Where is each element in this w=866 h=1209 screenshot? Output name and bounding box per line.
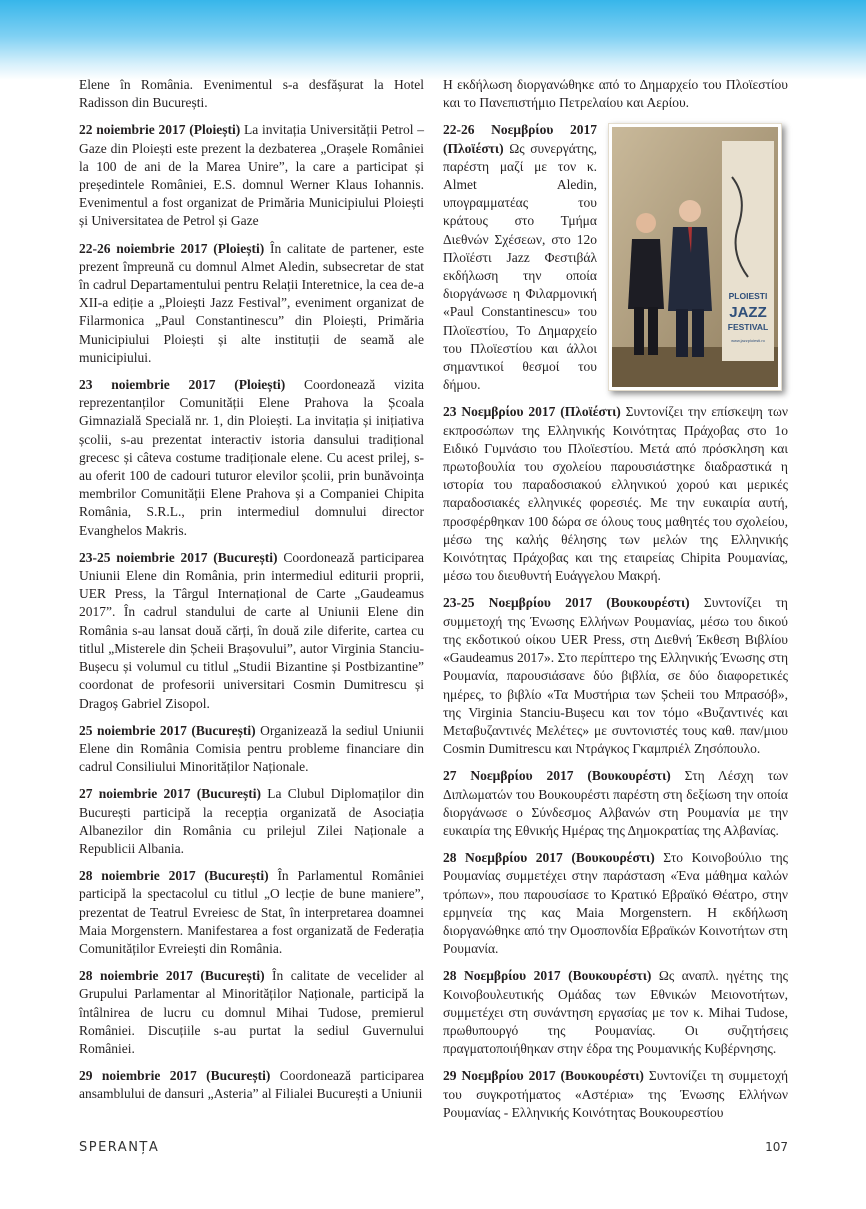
page-number: 107 [765,1140,788,1154]
paragraph: 28 noiembrie 2017 (București) În calitate de vecelider al Grupului Parlamentar al Minorităților Naționale, participă la întâlnirea de lucru cu domnul Mihai Tudose, premierul României. Discuțiile s-au purtat la sediul Guvernului României. [79,968,425,1056]
left-column-romanian [79,76,424,1113]
banner-line2: JAZZ [729,304,767,322]
banner-line1: PLOIESTI [728,291,768,302]
person-left-body [628,239,664,309]
paragraph: 25 noiembrie 2017 (București) Organizează la sediul Uniunii Elene din România Comisia pentru probleme financiare din cadrul Consiliului Minorităților Naționale. [79,722,424,775]
right-column-greek [443,76,788,1131]
paragraph: 23 Νοεμβρίου 2017 (Πλοϊέστι) Συντονίζει την επίσκεψη των εκπροσώπων της Ελληνικής Κοινότητας Πράχοβας στο 1ο Ειδικό Γυμνάσιο του Πλοϊεστίου. Μετά από πρόσκληση και πρωτοβουλία του σχολείου παρουσιάστηκε διαδραστικά η ιστορία του παραδοσιακού ελληνικού χορού και μερικές παραδοσιακές ελληνικές φορεσιές. Με την ευκαιρία αυτή, προσφέρθηκαν 100 δώρα σε όλους τους μαθητές του σχολείου, μέσω της καλής θέλησης των μελών της Ελληνικής Κοινότητας Πράχοβας και της εταιρείας Chipita Ρουμανίας, μέσω του διευθυντή Ευάγγελου Μακρή. [443,404,789,584]
event-photo [606,121,788,393]
jazz-festival-photo [612,127,778,387]
banner-url: www.jazzploiesti.ro [731,338,765,344]
photo-frame [608,123,782,391]
magazine-title: SPERANȚA [79,1140,160,1155]
paragraph: 27 Νοεμβρίου 2017 (Βουκουρέστι) Στη Λέσχη των Διπλωματών του Βουκουρέστι παρέστη στη δεξίωση την οποία διοργάνωσε ο Σύνδεσμος Αλβανών στη Ρουμανία με την ευκαιρία της Εθνικής Ημέρας της Δημοκρατίας της Αλβανίας. [443,768,788,838]
paragraph: 22 noiembrie 2017 (Ploiești) La invitația Universității Petrol – Gaze din Ploiești este prezent la dezbaterea „Orașele României la 100 de ani de la Marea Unire”, la care a participat și președintele României, E.S. domnul Werner Klaus Iohannis. Evenimentul a fost organizat de Primăria Municipiului Ploiești și Universitatea de Petrol și Gaze [79,122,424,229]
paragraph: Η εκδήλωση διοργανώθηκε από το Δημαρχείο του Πλοϊεστίου και το Πανεπιστήμιο Πετρελαίου και Αερίου. [443,77,788,111]
paragraph: 28 Νοεμβρίου 2017 (Βουκουρέστι) Στο Κοινοβούλιο της Ρουμανίας συμμετέχει στην παράσταση «Ένα μάθημα καλών τρόπων», που παρουσίασε το Κρατικό Εβραϊκό Θέατρο, στην ερμηνεία της κας Maia Morgenstern. Η εκδήλωση διοργανώθηκε από την Ομοσπονδία Εβραϊκών Κοινοτήτων στη Ρουμανία. [443,850,789,957]
banner-line3: FESTIVAL [727,322,769,333]
person-right-head [679,200,701,222]
paragraph: 28 Νοεμβρίου 2017 (Βουκουρέστι) Ως αναπλ. ηγέτης της Κοινοβουλευτικής Ομάδας των Εθνικών Μειονοτήτων, συμμετέχει στη συνάντηση εργασίας με τον κ. Mihai Tudose, πρωθυπουργό της Ρουμανίας. Οι συζητήσεις πραγματοποιήθηκαν στην έδρα της Ρουμανικής Κυβέρνησης. [443,968,788,1057]
paragraph: 23 noiembrie 2017 (Ploiești) Coordonează vizita reprezentanților Comunității Elene Prahova la Școala Gimnazială Specială nr. 1, din Ploiești. La invitația și inițiativa școlii, s-au prezentat interactiv istoria dansului tradițional grecesc și câteva costume tradiționale elene. Cu acest prilej, s-au oferit 100 de cadouri tuturor elevilor școlii, prin bunăvoința membrilor Comunității Elene Prahova și a Companiei Chipita România, S.R.L., prin intermediul domnului director Evanghelos Makris. [79,377,424,538]
header-gradient-band [0,0,866,80]
paragraph: 22-26 noiembrie 2017 (Ploiești) În calitate de partener, este prezent împreună cu domnul Almet Aledin, subsecretar de stat în cadrul Departamentului pentru Relații Interetnice, la cea de-a XII-a ediție a „Ploiești Jazz Festival”, eveniment organizat de Filarmonica „Paul Constantinescu” din Ploiești, Primăria Municipiului Ploiești și alte instituții de seamă ale municipiului. [79,240,425,365]
paragraph: Elene în România. Evenimentul s-a desfășurat la Hotel Radisson din București. [79,77,424,111]
paragraph: 29 noiembrie 2017 (București) Coordonează participarea ansamblului de dansuri „Asteria” al Filialei București a Uniunii [79,1068,425,1102]
paragraph: 22-26 Νοεμβρίου 2017 (Πλοϊέστι) Ως συνεργάτης, παρέστη μαζί με τον κ. Almet Aledin, υπογραμματέας του κράτους στο Τμήμα Διεθνών Σχέσεων, στο 12ο Πλοϊέστι Jazz Φεστιβάλ εκδήλωση την οποία διοργάνωσε η Φιλαρμονική «Paul Constantinescu» του Πλοϊεστίου, Το Δημαρχείο του Πλοϊεστίου και άλλοι σημαντικοί θεσμοί του δήμου. [443,122,597,393]
paragraph: 29 Νοεμβρίου 2017 (Βουκουρέστι) Συντονίζει τη συμμετοχή του συγκροτήματος «Αστέρια» της Ένωσης Ελλήνων Ρουμανίας - Ελληνικής Κοινότητας Βουκουρεστίου [443,1068,789,1120]
paragraph: 23-25 Νοεμβρίου 2017 (Βουκουρέστι) Συντονίζει τη συμμετοχή της Ένωσης Ελλήνων Ρουμανίας, μέσω του δικού της εκδοτικού οίκου UER Press, στη Διεθνή Έκθεση Βιβλίου «Gaudeamus 2017». Στο περίπτερο της Ελληνικής Ένωσης στη Ρουμανία, παρουσιάσανε δύο βιβλία, σε δύο διαφορετικές ημέρες, το βιβλίο «Τα Μυστήρια των Șcheii του Μπρασόβ», της Virginia Stanciu-Bușecu και τον τόμο «Βυζαντινές και Μεταβυζαντινές Μελέτες» με συντονιστές τους καθ. παν/μιου Cosmin Dumitrescu και Ντράγκος Γκαμπριέλ Ζησόπουλο. [443,595,788,757]
paragraph: 27 noiembrie 2017 (București) La Clubul Diplomaților din București participă la recepția organizată de Asociația Albanezilor din România cu prilejul Zilei Naționale a Republicii Albania. [79,786,424,856]
paragraph: 28 noiembrie 2017 (București) În Parlamentul României participă la spectacolul cu titlul „O lecție de bune maniere”, prezentat de Teatrul Evreiesc de Stat, în interpretarea doamnei Maia Morgenstern. Manifestarea a fost organizată de Federația Comunităților Evreiești din România. [79,868,425,956]
person-left-head [636,213,656,233]
paragraph: 23-25 noiembrie 2017 (București) Coordonează participarea Uniunii Elene din România, prin intermediul editurii proprii, UER Press, la Târgul Internațional de Carte „Gaudeamus 2017”. În cadrul standului de carte al Uniunii Elene din România s-au lansat două cărți, în două zile diferite, cartea cu titlul „Misterele din Șcheii Brașovului”, autor Virginia Stanciu-Bușecu și volumul cu titlul „Studii Bizantine și Postbizantine” coordonat de profesorii universitari Cosmin Dumitrescu și Dragoș Gabriel Zisopol. [79,549,425,711]
